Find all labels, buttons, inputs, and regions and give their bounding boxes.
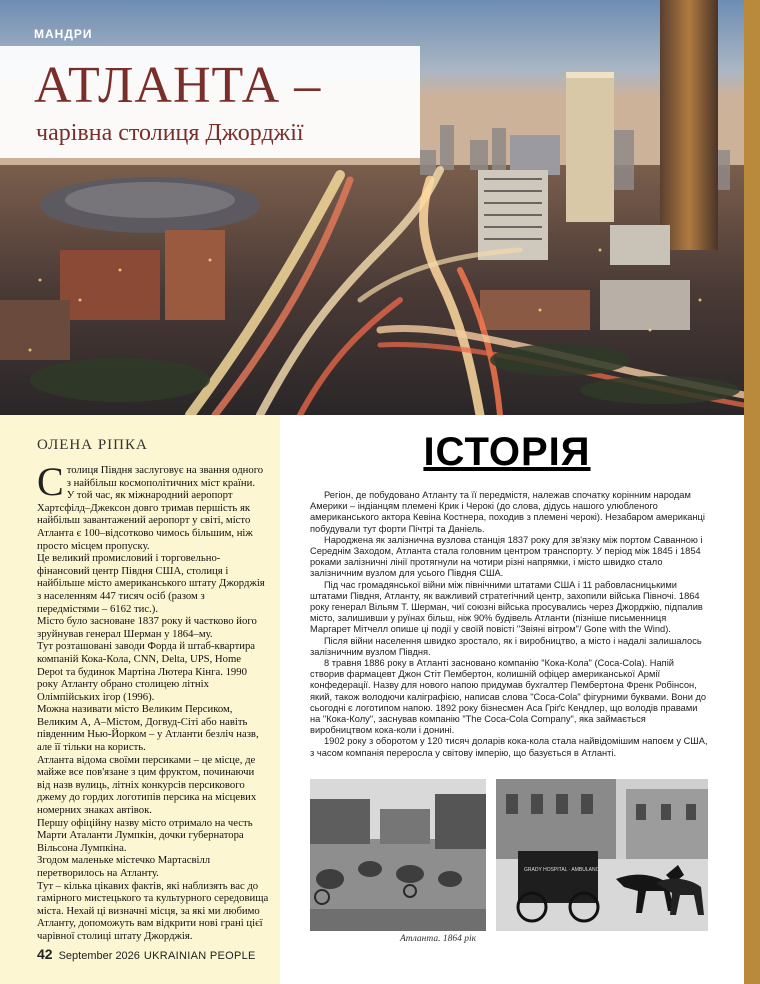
author-name: ОЛЕНА РІПКА: [37, 437, 148, 453]
history-paragraph: Народжена як залізнична вузлова станція 1837 року для зв'язку між портом Саванною і Середнім Заходом, Атланта стала головним центром транспорту. У період між 1845 і 1854 роками залізничні лінії протягнули на чотири різні напрямки, і місто швидко стало залізничним вузлом для усього Півдня США.: [310, 534, 703, 579]
historic-ambulance-photo: [496, 779, 708, 931]
publication-name: UKRAINIAN PEOPLE: [143, 950, 256, 962]
history-heading: ІСТОРІЯ: [423, 430, 591, 474]
page-footer: [37, 946, 256, 962]
history-paragraph: Регіон, де побудовано Атланту та її передмістя, належав спочатку корінним народам Америки – індіанцям племені Крик і Черокі (до слова, дідусь нашого улюбленого американського актора Кевіна Костнера, походив з племені черокі). Незабаром американці побудували тут форти Пічтрі та Даніель.: [310, 490, 705, 534]
history-paragraph: 8 травня 1886 року в Атланті засновано компанію "Кока-Кола" (Coca-Cola). Напій створив фармацевт Джон Стіт Пембертон, колишній офіцер американської Армії конфедерації. Назву для нового напою придумав бухгалтер Пембертона Френк Робінсон, який, також володючи каліграфією, написав слова "Coca-Cola" фігурними буквами. Вони до сьогодні є логотипом напою. 1892 року бізнесмен Аса Гріґс Кендлер, що володів правами на "Кока-Колу", заснував компанію "The Coca-Cola Company", яка займається виробництвом кока-коли і донині.: [310, 658, 707, 736]
page-number: 42: [37, 946, 53, 962]
historic-street-photo: [310, 779, 486, 931]
section-tag: МАНДРИ: [34, 27, 93, 41]
intro-body: толиця Півдня заслуговує на звання одного з найбільш космополітичних міст країни. У той час, як міжнародний аеропорт Хартсфілд–Джексон довго тримав першість як найбільш завантажений аеропорт у світі, місто Атланта є 100–відсотково чимось більшим, ніж просто місцем пропуску. Це великий промисловий і торговельно-фінансовий центр Півдня США, столиця і найбільше місто американського штату Джорджія з населенням 447 тисяч осіб (разом з передмістями – 6162 тис.). Місто було засноване 1837 року й частково його зруйнував генерал Шерман у 1864–му. Тут розташовані заводи Форда й штаб-квартира компаній Кока-Кола, CNN, Delta, UPS, Home Depot та будинок Мартіна Лютера Кінга. 1990 року Атланту обрано столицею літніх Олімпійських ігор (1996). Можна називати місто Великим Персиком, Великим А, А–Містом, Догвуд-Сіті або навіть південним Нью-Йорком – у Атланти безліч назв, але її тільки на користь. Атланта відома своїми персиками – це місце, де майже все пов'язане з цим фруктом, починаючи від назв вулиць, літніх конкурсів персикового джему до гордих логотипів персика на місцевих номерних знаках автівок. Першу офіційну назву місто отримало на честь Марти Аталанти Лумпкін, дочки губернатора Вільсона Лумпкіна. Згодом маленьке містечко Мартасвілл перетворилось на Атланту. Тут – кілька цікавих фактів, які наблизять вас до гамірного мистецького та культурного середовища міста. Нехай ці визначні місця, за які ми любимо Атланту, допоможуть вам відкрити нові грані цієї чарівної столиці штату Джорджія.: [37, 464, 269, 942]
photo-caption: Атланта. 1864 рік: [400, 934, 477, 944]
wagon-sign: GRADY HOSPITAL · AMBULANCE: [524, 867, 603, 873]
article-subtitle: чарівна столиця Джорджії: [36, 120, 304, 146]
drop-cap: С: [37, 459, 64, 504]
gold-side-bar: [744, 0, 760, 984]
article-title: АТЛАНТА –: [34, 57, 322, 114]
history-paragraph: Після війни населення швидко зростало, як і виробництво, а місто і надалі залишалось залізничним вузлом Півдня.: [310, 635, 702, 657]
intro-text: [37, 459, 269, 943]
history-text: [310, 490, 708, 759]
history-paragraph: Під час громадянської війни між північними штатами США і 11 рабовласницькими штатами Півдня, Атланту, як важливий стратегічний центр, захопили війська Півночі. 1864 року генерал Вільям Т. Шерман, чиї союзні війська просувались через Джорджію, підпалив місто, залишивши у руїнах більш, ніж 90% будівель Атланти (пізніше письменниця Маргарет Мітчелл опише ці події у своїй повісті "Звіяні вітром"/ Gone with the Wind).: [310, 579, 703, 635]
issue-date: September 2026: [58, 950, 140, 962]
history-paragraph: 1902 року з оборотом у 120 тисяч доларів кока-кола стала найвідомішим напоєм у США, з часом компанія переросла у світову імперію, що базується в Атланті.: [310, 736, 708, 758]
